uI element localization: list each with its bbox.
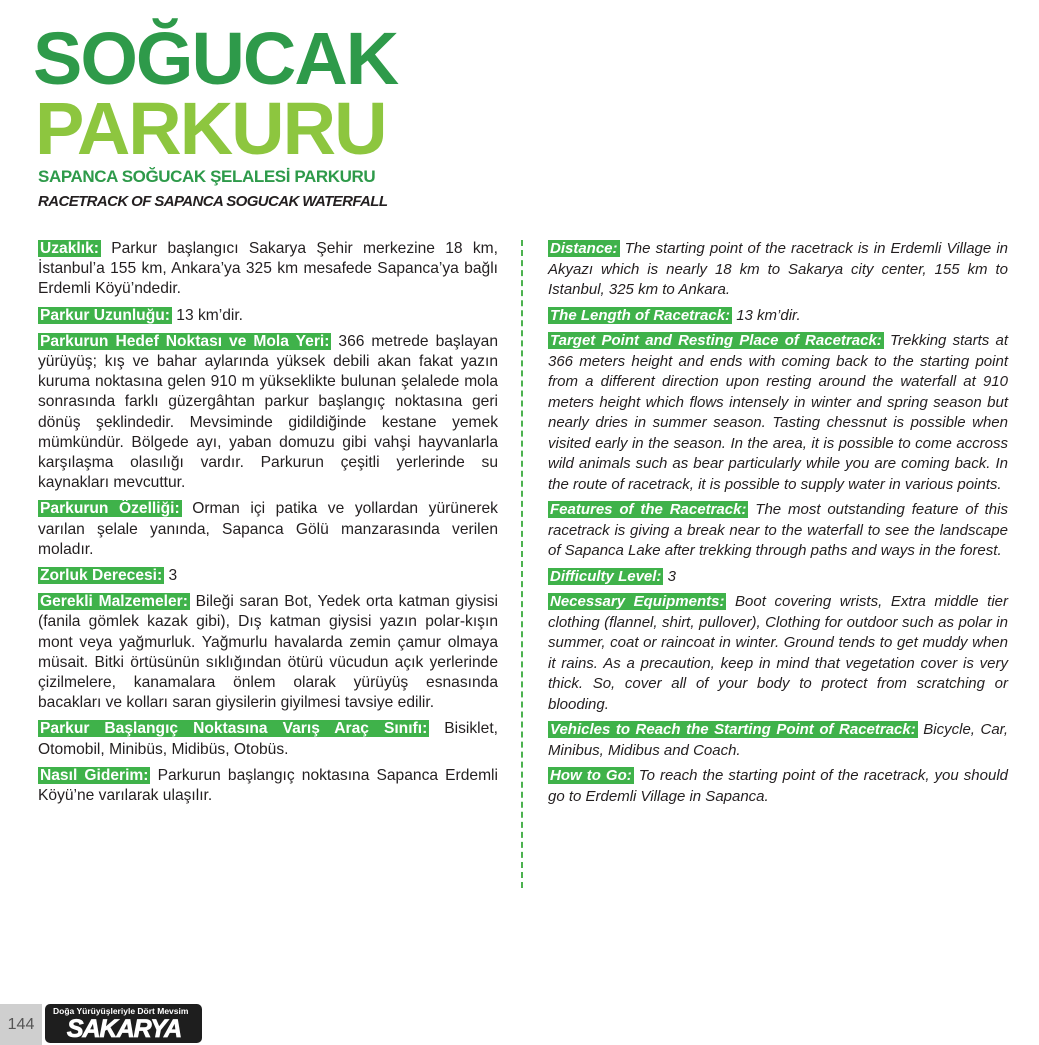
en-distance-label: Distance: (550, 240, 618, 257)
en-target-label: Target Point and Resting Place of Racetrack: (550, 332, 882, 349)
tr-howto-label: Nasıl Giderim: (40, 766, 149, 784)
en-distance-paragraph (548, 239, 1008, 301)
tr-distance-paragraph (38, 239, 498, 300)
tr-distance-text: Parkur başlangıcı Sakarya Şehir merkezine 18 km, İstanbul’a 155 km, Ankara’ya 325 km mesafede Sapanca’ya bağlı Erdemli Köyü’ndedir. (38, 240, 498, 298)
en-howto-text: To reach the starting point of the racetrack, you should go to Erdemli Village in Sapanca. (548, 767, 1008, 805)
tr-features-text: Orman içi patika ve yollardan yürünerek varılan şelale yanında, Sapanca Gölü manzarasında verilen moladır. (38, 500, 498, 558)
footer-brand-badge (45, 1004, 202, 1043)
tr-length-paragraph (38, 306, 498, 326)
tr-length-text: 13 km’dir. (171, 306, 244, 324)
en-length-text: 13 km’dir. (732, 306, 801, 324)
title-line-1: SOĞUCAK (33, 17, 398, 100)
tr-equipment-paragraph (38, 592, 498, 713)
english-column (548, 239, 1008, 812)
tr-difficulty-paragraph (38, 566, 498, 586)
en-vehicles-text: Bicycle, Car, Minibus, Midibus and Coach. (548, 721, 1009, 759)
en-difficulty-text: 3 (663, 567, 676, 585)
footer-tagline: Doğa Yürüyüşleriyle Dört Mevsim (53, 1006, 189, 1016)
tr-vehicles-paragraph (38, 719, 498, 759)
en-equipment-label: Necessary Equipments: (550, 593, 725, 610)
tr-vehicles-text: Bisiklet, Otomobil, Minibüs, Midibüs, Otobüs. (38, 720, 498, 758)
tr-equipment-label: Gerekli Malzemeler: (40, 593, 188, 611)
title-line-2: PARKURU (35, 87, 386, 170)
tr-difficulty-text: 3 (164, 567, 178, 585)
tr-features-paragraph (38, 499, 498, 560)
en-features-label: Features of the Racetrack: (550, 501, 747, 518)
turkish-column (38, 239, 498, 812)
tr-equipment-text: Bileği saran Bot, Yedek orta katman giysisi (fanila gömlek kazak gibi), Dış katman giysisi yazın polar-kışın mont veya yağmurluk. Yağmurlu havalarda zemin çamur olmaya müsait. Bitki örtüsünün sıklığından ötürü vücudun açık yerlerinde çizilmelere, kanamalara önlem olarak yürüyüş esnasında bacakları ve kolları saran giysilerin giyilmesi tavsiye edilir. (38, 593, 498, 712)
en-howto-label: How to Go: (550, 767, 632, 784)
en-vehicles-paragraph (548, 720, 1008, 761)
en-length-label: The Length of Racetrack: (550, 306, 731, 324)
page-number: 144 (0, 1004, 42, 1045)
en-howto-paragraph (548, 766, 1008, 807)
en-vehicles-label: Vehicles to Reach the Starting Point of Racetrack: (550, 721, 916, 738)
tr-vehicles-label: Parkur Başlangıç Noktasına Varış Araç Sınıfı: (40, 720, 428, 738)
en-equipment-paragraph (548, 592, 1008, 715)
en-target-text: Trekking starts at 366 meters height and ends with coming back to the starting point from a different direction upon resting around the waterfall at 910 meters height which flows intensely in winter and spring season but nearly dries in summer season. Tasting chessnut is possible when visited early in the season. In the area, it is possible to come accross wild animals such as bear particularly while you are coming back. In the route of racetrack, it is possible to supply water in various points. (548, 332, 1008, 493)
tr-difficulty-label: Zorluk Derecesi: (40, 567, 163, 585)
tr-features-label: Parkurun Özelliği: (40, 500, 180, 518)
en-equipment-text: Boot covering wrists, Extra middle tier clothing (flannel, shirt, pullover), Clothing for outdoor such as polar in summer, coat or raincoat in winter. Ground tends to get muddy when it rains. As a precaution, keep in mind that vegetation cover is very thick. So, cover all of your body to protect from scratching or blooding. (548, 593, 1008, 713)
en-features-paragraph (548, 500, 1008, 562)
tr-target-label: Parkurun Hedef Noktası ve Mola Yeri: (40, 332, 330, 350)
en-distance-text: The starting point of the racetrack is in Erdemli Village in Akyazı which is nearly 18 km to Sakarya city center, 155 km to Istanbul, 325 km to Ankara. (548, 240, 1008, 298)
sakarya-logo-text: SAKARYA (66, 1015, 182, 1041)
en-features-text: The most outstanding feature of this racetrack is giving a break near to the waterfall to see the landscape of Sapanca Lake after trekking through paths and ways in the forest. (548, 501, 1008, 559)
en-difficulty-paragraph (548, 567, 1008, 588)
en-target-paragraph (548, 331, 1008, 495)
subtitle-english: RACETRACK OF SAPANCA SOGUCAK WATERFALL (38, 193, 388, 210)
en-difficulty-label: Difficulty Level: (550, 567, 662, 585)
tr-target-paragraph (38, 332, 498, 494)
tr-howto-paragraph (38, 766, 498, 806)
sakarya-logo (51, 1015, 197, 1041)
column-divider (521, 240, 523, 888)
tr-target-text: 366 metrede başlayan yürüyüş; kış ve bahar aylarında yüksek debili akan fakat yazın kuruma noktasına gelen 910 m yükseklikte bulunan şelalede mola sonrasında farklı güzergâhtan parkur başlangıç noktasına geri dönüş şeklindedir. Mevsiminde gidildiğinde kestane yemek mümkündür. Bölgede ayı, yaban domuzu gibi vahşi hayvanlarla karşılaşma olasılığı vardır. Parkurun çeşitli yerlerinde su kaynakları mevcuttur. (38, 332, 499, 492)
tr-distance-label: Uzaklık: (40, 240, 99, 257)
subtitle-turkish: SAPANCA SOĞUCAK ŞELALESİ PARKURU (38, 167, 376, 186)
tr-length-label: Parkur Uzunluğu: (40, 306, 170, 324)
tr-howto-text: Parkurun başlangıç noktasına Sapanca Erdemli Köyü’ne varılarak ulaşılır. (38, 766, 498, 805)
en-length-paragraph (548, 306, 1008, 327)
